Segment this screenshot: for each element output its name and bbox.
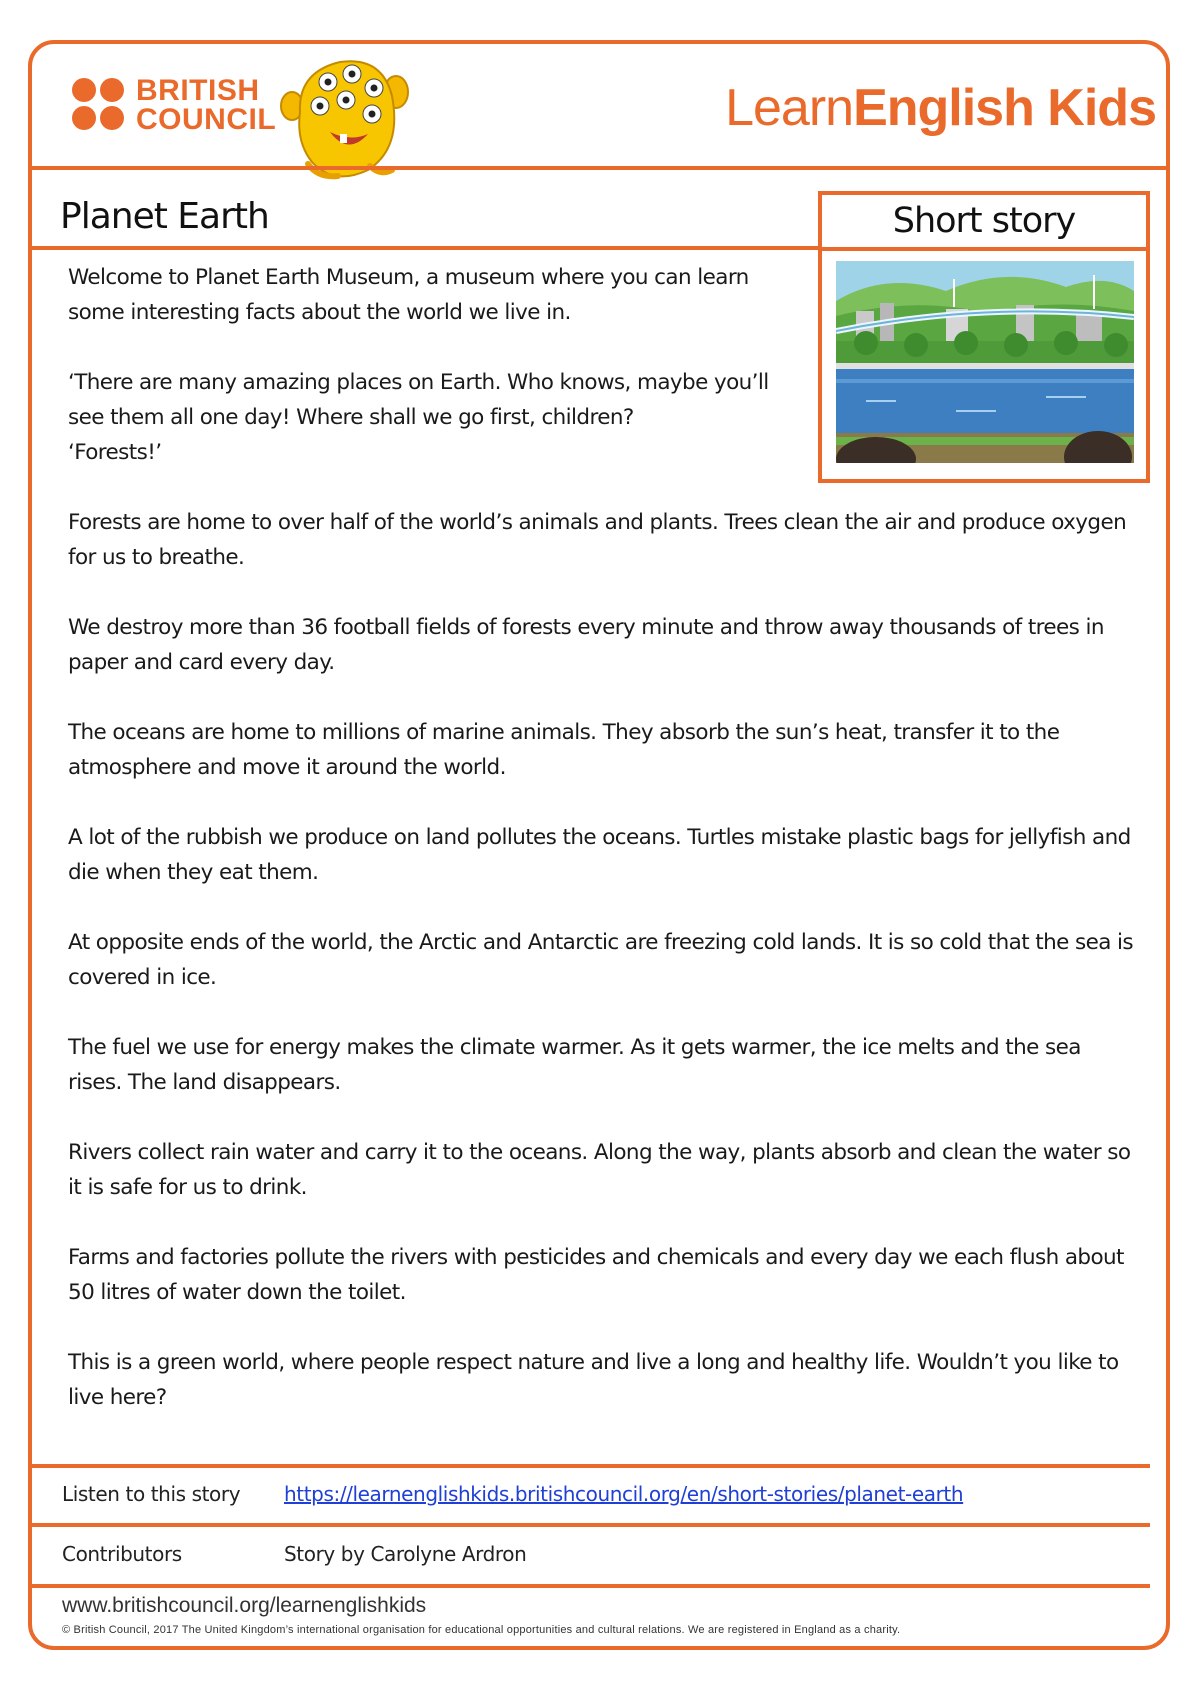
footer-divider (32, 1523, 1150, 1527)
logo-dots-icon (72, 78, 128, 134)
copyright-notice: © British Council, 2017 The United Kingdom’s international organisation for educational opportunities and cultural relations. We are registered in England as a charity. (62, 1624, 901, 1636)
learnenglish-kids-logo: LearnEnglish Kids (725, 79, 1156, 137)
site-url: www.britishcouncil.org/learnenglishkids (62, 1594, 427, 1617)
story-paragraph: Farms and factories pollute the rivers with pesticides and chemicals and every day we each flush about 50 litres of water down the toilet. (68, 1245, 1124, 1305)
story-type-label: Short story (892, 201, 1076, 241)
story-paragraph: Welcome to Planet Earth Museum, a museum where you can learn some interesting facts about the world we live in. (68, 265, 749, 325)
story-paragraph: A lot of the rubbish we produce on land pollutes the oceans. Turtles mistake plastic bags for jellyfish and die when they eat them. (68, 825, 1131, 885)
story-paragraph: The fuel we use for energy makes the climate warmer. As it gets warmer, the ice melts and the sea rises. The land disappears. (68, 1035, 1081, 1095)
footer-divider (32, 1584, 1150, 1588)
story-audio-link[interactable]: https://learnenglishkids.britishcouncil.org/en/short-stories/planet-earth (284, 1482, 964, 1506)
contributors-value: Story by Carolyne Ardron (284, 1542, 527, 1566)
story-text (68, 260, 1138, 1450)
footer-divider (32, 1464, 1150, 1468)
listen-label: Listen to this story (62, 1482, 241, 1506)
brand-logo-text: BRITISH COUNCIL (136, 74, 277, 136)
story-type-divider (822, 247, 1146, 251)
header-divider (32, 166, 1166, 170)
title-divider (32, 246, 822, 250)
story-paragraph: We destroy more than 36 football fields of forests every minute and throw away thousands of trees in paper and card every day. (68, 615, 1104, 675)
contributors-label: Contributors (62, 1542, 182, 1566)
story-paragraph: ‘There are many amazing places on Earth. Who knows, maybe you’ll see them all one day! Where shall we go first, children? (68, 370, 769, 430)
story-paragraph: The oceans are home to millions of marine animals. They absorb the sun’s heat, transfer it to the atmosphere and move it around the world. (68, 720, 1060, 780)
story-paragraph: This is a green world, where people respect nature and live a long and healthy life. Wouldn’t you like to live here? (68, 1350, 1119, 1410)
story-paragraph: At opposite ends of the world, the Arctic and Antarctic are freezing cold lands. It is so cold that the sea is covered in ice. (68, 930, 1134, 990)
page-title: Planet Earth (60, 196, 269, 237)
story-paragraph: Rivers collect rain water and carry it to the oceans. Along the way, plants absorb and clean the water so it is safe for us to drink. (68, 1140, 1131, 1200)
story-paragraph: Forests are home to over half of the world’s animals and plants. Trees clean the air and produce oxygen for us to breathe. (68, 510, 1127, 570)
story-paragraph: ‘Forests!’ (68, 440, 162, 465)
british-council-logo (72, 74, 277, 138)
